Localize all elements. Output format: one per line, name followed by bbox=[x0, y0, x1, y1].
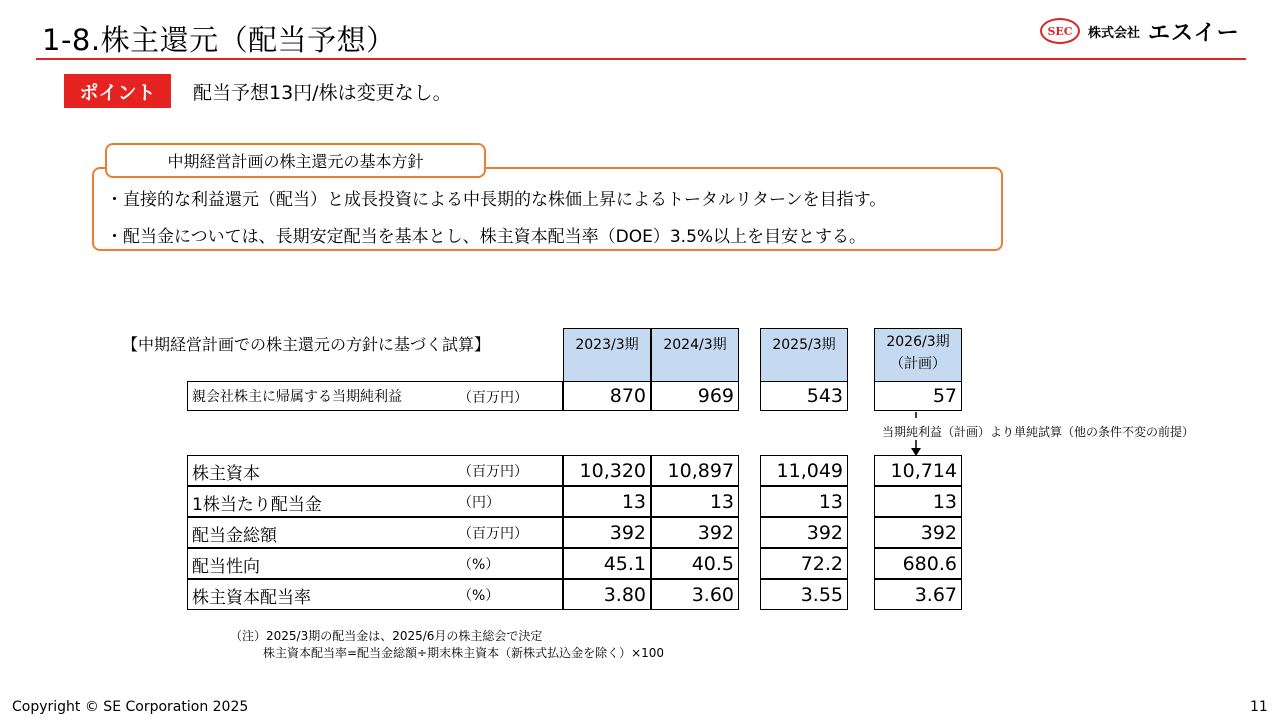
total-dividend-value-2026: 392 bbox=[874, 517, 962, 548]
net-income-value-2025: 543 bbox=[760, 381, 848, 411]
payout-ratio-value-2025: 72.2 bbox=[760, 548, 848, 579]
row-unit-equity: （百万円） bbox=[458, 464, 528, 480]
logo-company-name: エスイー bbox=[1148, 20, 1240, 46]
net-income-value-2026: 57 bbox=[874, 381, 962, 411]
page-title: 1-8.株主還元（配当予想） bbox=[42, 23, 396, 57]
column-header-2024: 2024/3期 bbox=[651, 328, 739, 382]
company-logo bbox=[1040, 16, 1240, 46]
row-unit-doe: （%） bbox=[458, 588, 500, 604]
row-label-payout-ratio: 配当性向 bbox=[192, 557, 260, 577]
equity-value-2024: 10,897 bbox=[651, 455, 739, 486]
net-income-unit: （百万円） bbox=[458, 390, 528, 406]
payout-ratio-value-2023: 45.1 bbox=[563, 548, 651, 579]
net-income-label: 親会社株主に帰属する当期純利益 bbox=[192, 389, 402, 405]
title-divider bbox=[36, 58, 1246, 60]
payout-ratio-value-2024: 40.5 bbox=[651, 548, 739, 579]
row-label-doe: 株主資本配当率 bbox=[192, 588, 311, 608]
row-label-equity: 株主資本 bbox=[192, 464, 260, 484]
doe-value-2024: 3.60 bbox=[651, 579, 739, 610]
point-text: 配当予想13円/株は変更なし。 bbox=[193, 82, 452, 104]
policy-line-2: ・配当金については、長期安定配当を基本とし、株主資本配当率（DOE）3.5%以上を目安とする。 bbox=[106, 227, 867, 247]
dps-value-2024: 13 bbox=[651, 486, 739, 517]
net-income-value-2024: 969 bbox=[651, 381, 739, 411]
copyright: Copyright © SE Corporation 2025 bbox=[12, 699, 249, 715]
point-badge: ポイント bbox=[64, 74, 171, 108]
dps-value-2023: 13 bbox=[563, 486, 651, 517]
doe-value-2025: 3.55 bbox=[760, 579, 848, 610]
dps-value-2026: 13 bbox=[874, 486, 962, 517]
doe-value-2023: 3.80 bbox=[563, 579, 651, 610]
row-unit-payout-ratio: （%） bbox=[458, 557, 500, 573]
column-header-2023: 2023/3期 bbox=[563, 328, 651, 382]
column-header-2026 bbox=[874, 328, 962, 382]
total-dividend-value-2023: 392 bbox=[563, 517, 651, 548]
page-number: 11 bbox=[1250, 699, 1268, 715]
equity-value-2025: 11,049 bbox=[760, 455, 848, 486]
arrow-note: 当期純利益（計画）より単純試算（他の条件不変の前提） bbox=[882, 425, 1195, 439]
logo-badge: SEC bbox=[1040, 18, 1080, 44]
payout-ratio-value-2026: 680.6 bbox=[874, 548, 962, 579]
equity-value-2026: 10,714 bbox=[874, 455, 962, 486]
policy-line-1: ・直接的な利益還元（配当）と成長投資による中長期的な株価上昇によるトータルリターンを目指す。 bbox=[106, 190, 887, 210]
column-header-2026-plan: （計画） bbox=[890, 356, 946, 372]
simulation-title: 【中期経営計画での株主還元の方針に基づく試算】 bbox=[122, 335, 491, 354]
net-income-value-2023: 870 bbox=[563, 381, 651, 411]
column-header-2026-year: 2026/3期 bbox=[886, 334, 950, 350]
total-dividend-value-2025: 392 bbox=[760, 517, 848, 548]
note-line-2: 株主資本配当率=配当金総額÷期末株主資本（新株式払込金を除く）×100 bbox=[263, 646, 665, 660]
row-unit-dps: （円） bbox=[458, 495, 500, 511]
policy-title: 中期経営計画の株主還元の基本方針 bbox=[105, 143, 486, 178]
column-header-2025: 2025/3期 bbox=[760, 328, 848, 382]
dps-value-2025: 13 bbox=[760, 486, 848, 517]
row-unit-total-dividend: （百万円） bbox=[458, 526, 528, 542]
total-dividend-value-2024: 392 bbox=[651, 517, 739, 548]
equity-value-2023: 10,320 bbox=[563, 455, 651, 486]
logo-company-prefix: 株式会社 bbox=[1088, 25, 1141, 41]
row-label-total-dividend: 配当金総額 bbox=[192, 526, 277, 546]
doe-value-2026: 3.67 bbox=[874, 579, 962, 610]
row-labels bbox=[187, 455, 563, 610]
row-label-dps: 1株当たり配当金 bbox=[192, 495, 322, 515]
note-line-1: （注）2025/3期の配当金は、2025/6月の株主総会で決定 bbox=[230, 629, 543, 643]
